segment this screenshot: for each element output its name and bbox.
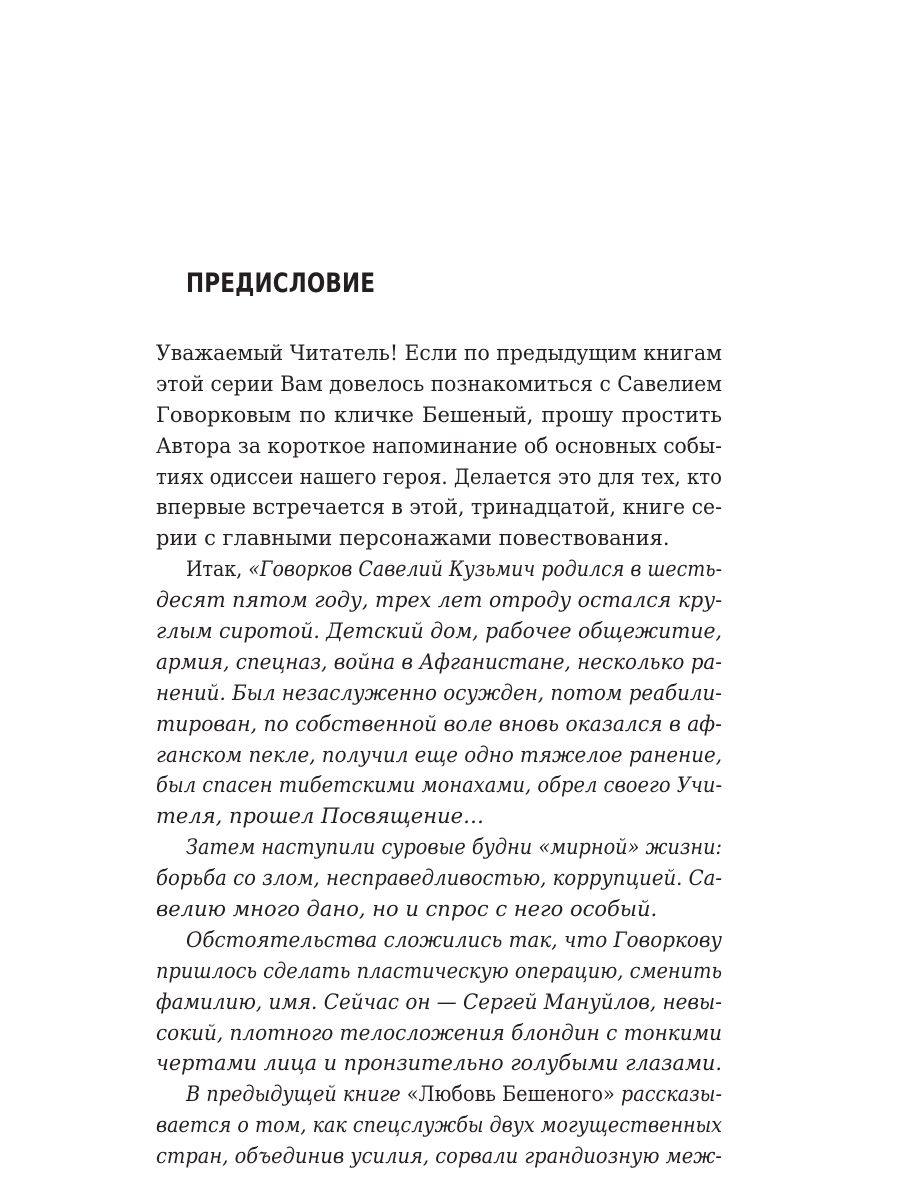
text-line: велию много дано, но и спрос с него особый. [156,897,658,922]
text-line: сокий, плотного телосложения блондин с тонкими [156,1020,722,1045]
text-line: теля, прошел Посвящение… [156,804,485,829]
text-line: армия, спецназ, война в Афганистане, несколько ра- [156,649,723,674]
text-line: Затем наступили суровые будни «мирной» жизни: [186,835,723,860]
text-line: борьба со злом, несправедливостью, коррупцией. Са- [156,866,723,891]
text-line: чертами лица и пронзительно голубыми глазами. [156,1051,722,1076]
text-line: фамилию, имя. Сейчас он — Сергей Мануйлов, невы- [156,989,722,1014]
text-line: этой серии Вам довелось познакомиться с Савелием [156,371,722,396]
text-line: глым сиротой. Детский дом, рабочее общежитие, [156,619,722,644]
text-line: Итак, «Говорков Савелий Кузьмич родился в шесть- [186,557,722,582]
text-line: впервые встречается в этой, тринадцатой, книге се- [156,495,722,520]
text-line: рии с главными персонажами повествования. [156,526,670,551]
text-line: В предыдущей книге «Любовь Бешеного» рассказы- [186,1082,722,1107]
text-line: тирован, по собственной воле вновь оказался в аф- [156,711,722,736]
text-line: Автора за короткое напоминание об основных собы- [156,433,723,458]
text-line: вается о том, как спецслужбы двух могущественных [156,1113,722,1138]
text-line: Уважаемый Читатель! Если по предыдущим книгам [156,341,722,365]
chapter-heading: ПРЕДИСЛОВИЕ [186,268,376,299]
text-line: пришлось сделать пластическую операцию, сменить [156,958,723,983]
text-line: Обстоятельства сложились так, что Говоркову [186,927,722,952]
body-text [156,338,722,1172]
text-line: стран, объединив усилия, сорвали грандиозную меж- [156,1144,723,1169]
book-title: «Любовь Бешеного» [406,1082,615,1107]
text-line: нений. Был незаслуженно осужден, потом реабили- [156,680,723,705]
text-line: ганском пекле, получил еще одно тяжелое ранение, [156,742,723,767]
text-line: Говорковым по кличке Бешеный, прошу простить [156,402,722,427]
text-line: тиях одиссеи нашего героя. Делается это для тех, кто [156,464,723,489]
text-line: был спасен тибетскими монахами, обрел своего Учи- [156,773,723,798]
text-line: десят пятом году, трех лет отроду остался кру- [156,588,723,613]
